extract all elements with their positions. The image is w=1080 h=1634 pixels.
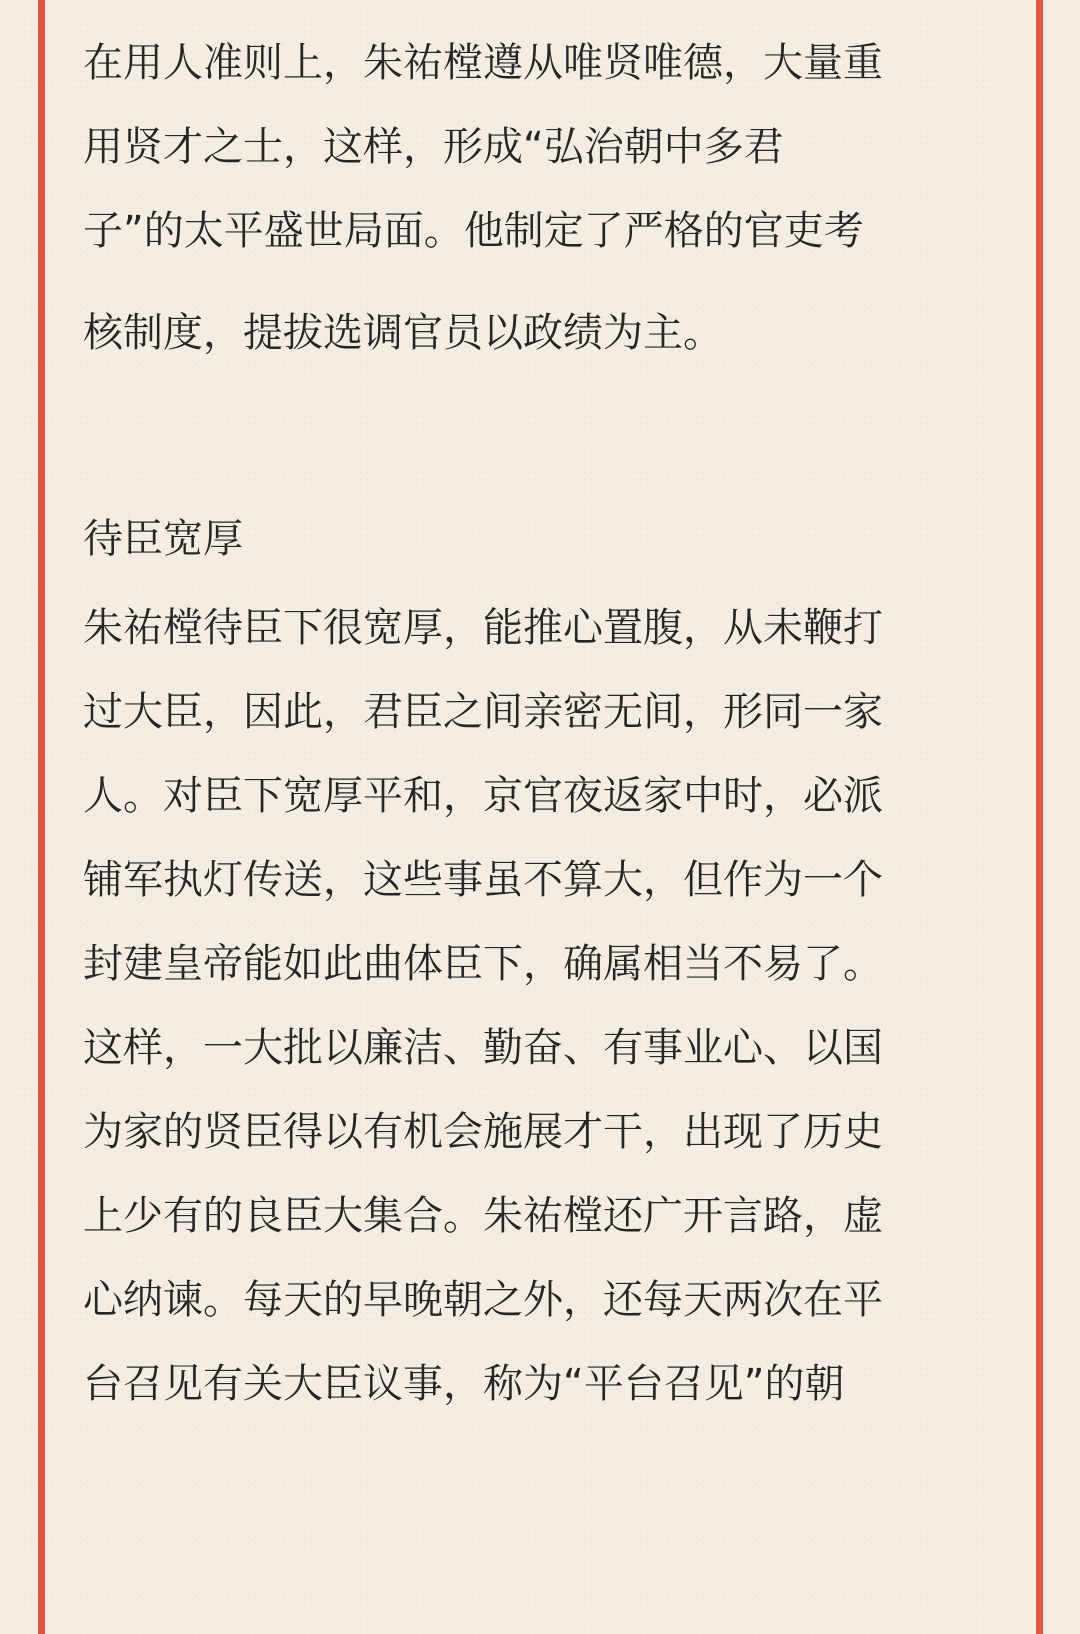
paragraph-line: 铺军执灯传送，这些事虽不算大，但作为一个 (83, 857, 883, 903)
paragraph-line: 核制度，提拔选调官员以政绩为主。 (83, 310, 723, 356)
paragraph-line: 心纳谏。每天的早晚朝之外，还每天两次在平 (83, 1277, 883, 1323)
paragraph-line: 上少有的良臣大集合。朱祐樘还广开言路，虚 (83, 1193, 883, 1239)
paragraph-line: 这样，一大批以廉洁、勤奋、有事业心、以国 (83, 1025, 883, 1071)
paragraph-line: 封建皇帝能如此曲体臣下，确属相当不易了。 (83, 941, 883, 987)
left-red-border (38, 0, 45, 1634)
paragraph-line: 台召见有关大臣议事，称为“平台召见”的朝 (83, 1361, 845, 1407)
paragraph-line: 子”的太平盛世局面。他制定了严格的官吏考 (83, 208, 864, 254)
paragraph-line: 为家的贤臣得以有机会施展才干，出现了历史 (83, 1109, 883, 1155)
paragraph-line: 在用人准则上，朱祐樘遵从唯贤唯德，大量重 (83, 40, 883, 86)
right-red-border (1036, 0, 1043, 1634)
section-heading: 待臣宽厚 (83, 516, 243, 562)
paragraph-line: 过大臣，因此，君臣之间亲密无间，形同一家 (83, 689, 883, 735)
paragraph-line: 朱祐樘待臣下很宽厚，能推心置腹，从未鞭打 (83, 605, 883, 651)
paragraph-line: 用贤才之士，这样，形成“弘治朝中多君 (83, 124, 784, 170)
paragraph-line: 人。对臣下宽厚平和，京官夜返家中时，必派 (83, 773, 883, 819)
